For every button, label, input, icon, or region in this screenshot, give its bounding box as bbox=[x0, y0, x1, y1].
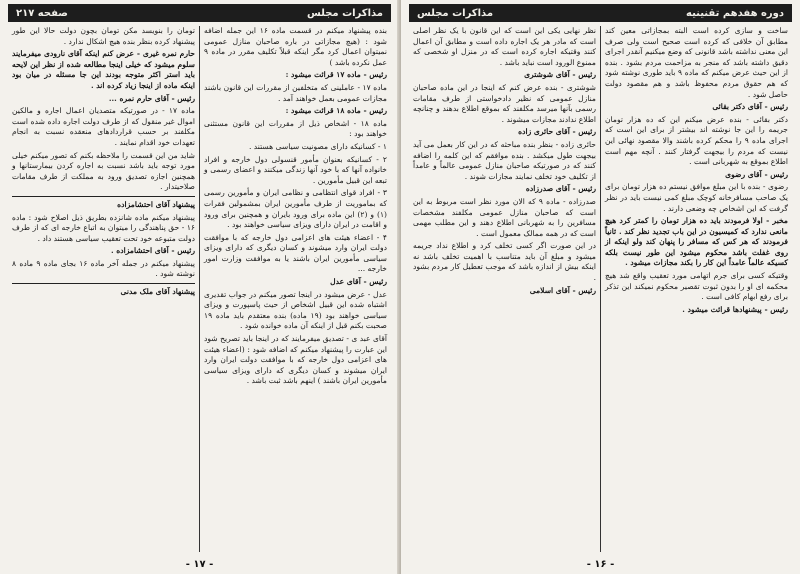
paragraph: پیشنهاد آقای احتشامزاده bbox=[117, 199, 195, 209]
paragraph: شوشتری - بنده عرض کنم که اینجا در این ماده صاحبان منازل عمومی که نظیر دادخواستی از طرف مقامات رسمی بآنها میرسد مکلفند که بموقع اطلاع بدهند و چنانچه اطلاع ندادند مجازات میشوند . bbox=[413, 82, 596, 124]
paragraph: حارم نمره غیری - عرض کنم اینکه آقای نارودی میفرمایند سلوم میشود که خیلی اینجا مطالعه شده از نظر این لایحه باید استر اکثر متوجه بودند این جا مسئله در میان بود اینکه ماده از اینجا زیاد کرده اند . bbox=[12, 49, 195, 90]
right-page-left-column bbox=[409, 26, 600, 552]
paragraph: ۱ - کسانیکه دارای مصونیت سیاسی هستند . bbox=[248, 141, 387, 151]
paragraph: رئیس - آقای عدل bbox=[330, 277, 387, 287]
left-page-left-column bbox=[8, 26, 199, 552]
paragraph: رئیس - آقای صدرزاده bbox=[525, 184, 596, 194]
paragraph: وقتیکه کسی برای جرم اتهامی مورد تعقیب واقع شد هیچ محکمه ای او را بدون ثبوت تقصیر محکوم نمیکند این تذکر برای رفع ابهام کافی است . bbox=[605, 271, 788, 302]
paragraph: رئیس - آقای اسلامی bbox=[529, 285, 596, 295]
left-page-columns bbox=[8, 26, 391, 552]
right-header-section: مذاکرات مجلس bbox=[417, 7, 494, 19]
paragraph: شاید من این قسمت را ملاحظه بکنم که تصور میکنم خیلی مورد توجه باید باشد نسبت به اجاره کردن بیمارستانها و همچنین اجازه تصدیق ورود به مملکت از طرف مقامات صلاحیتدار . bbox=[12, 150, 195, 192]
paragraph: رئیس - پیشنهادها قرائت میشود . bbox=[682, 304, 788, 314]
paragraph: ماده ۱۸ - اشخاص ذیل از مقررات این قانون مستثنی خواهند بود : bbox=[204, 118, 387, 139]
paragraph: رئیس - ماده ۱۸ قرائت میشود : bbox=[285, 106, 387, 116]
paragraph: رضوی - بنده با این مبلغ موافق نیستم ده هزار تومان برای یک صاحب مسافرخانه کوچک مبلغ کمی نیست باید در نظر گرفت که این اشخاص چه وضعی دارند . bbox=[605, 182, 788, 213]
paragraph: دکتر بقائی - بنده عرض میکنم این که ده هزار تومان جریمه را این جا نوشته اند بیشتر از برای این است که اجرای ماده ۹ را محکم کرده باشند والا مقصود نهائی این نیست که مردم را بیجهت گرفتار کنند . آنچه مهم است اطلاع بموقع به شهربانی است . bbox=[605, 114, 788, 167]
paragraph: بنده پیشنهاد میکنم در قسمت ماده ۱۶ این جمله اضافه شود : (هیچ مجازاتی در باره صاحبان منازل عمومی نمیتوان اعمال کرد مگر اینکه قبلاً تکلیف مقرر در ماده ۹ عمل نکرده باشد ) bbox=[204, 26, 387, 67]
right-page bbox=[401, 0, 800, 574]
right-page-columns bbox=[409, 26, 792, 552]
paragraph: پیشنهاد میکنم در جمله آخر ماده ۱۶ بجای ماده ۹ ماده ۸ نوشته شود . bbox=[12, 258, 195, 279]
paragraph: پیشنهاد آقای ملک مدنی bbox=[120, 287, 195, 297]
right-header-title: دوره هفدهم تقنینیه bbox=[686, 7, 784, 19]
paragraph: صدرزاده - ماده ۹ که الان مورد نظر است مربوط به این است که صاحبان منازل عمومی مکلفند مشخصات مسافرین را به شهربانی اطلاع دهند و این مطلب مهمی است که در همه ممالک معمول است . bbox=[413, 196, 596, 238]
paragraph: عدل - عرض میشود در اینجا تصور میکنم در جواب تقدیری اشتباه شده این قبیل اشخاص از حیث پاسپورت و ویزای سیاسی خواهند بود (۱۹ ماده) بنده معتقدم باید ماده ۱۹ صحبت بکنم قبل از اینکه آن ماده خوانده شود . bbox=[204, 289, 387, 331]
paragraph: رئیس - ماده ۱۷ قرائت میشود : bbox=[285, 70, 387, 80]
left-page bbox=[0, 0, 399, 574]
right-page-right-column bbox=[600, 26, 792, 552]
paragraph: ساخت و سازی کرده است البته بمجازاتی معین کند مطابق آن خلافی که کرده است صحیح است ولی صرف این معنی نداشته باشد قانونی که وضع میکنیم آنقدر اجرای دقیق داشته باشد که منجر به مزاحمت مردم بشود . بنده از این حیث عرض میکنم که ماده ۹ باید طوری نوشته شود که هم حقوق مردم محفوظ باشد و هم مقصود دولت حاصل شود . bbox=[605, 26, 788, 99]
left-page-number: - ۱۷ - bbox=[185, 559, 214, 570]
paragraph: پیشنهاد میکنم ماده شانزده بطریق ذیل اصلاح شود : ماده ۱۶ - حق پناهندگی را میتوان به اتباع خارجه ای که از طرف دولت متبوعه خود تحت تعقیب سیاسی هستند داد . bbox=[12, 212, 195, 243]
paragraph: رئیس - آقای حائری زاده bbox=[518, 127, 596, 137]
paragraph: رئیس - آقای حارم نمره ... bbox=[108, 93, 195, 103]
left-header-page-label: صفحه ۲۱۷ bbox=[16, 7, 68, 19]
right-page-header bbox=[409, 4, 792, 22]
paragraph: نظر نهایی یکی این است که این قانون با یک نظر اصلی است که مادر هر یک اجاره داده است و مطابق آن اعمال کنند وقتیکه اجاره کرده است که در منزل او شخصی که ممنوع الورود است نباید باشد . bbox=[413, 26, 596, 67]
paragraph: در این صورت اگر کسی تخلف کرد و اطلاع نداد جریمه میشود و مبلغ آن باید متناسب با اهمیت تخلف باشد نه اینکه بیش از اندازه باشد که موجب تعطیل کار مردم بشود . bbox=[413, 241, 596, 283]
paragraph: ماده ۱۷ - در صورتیکه متصدیان اعمال اجاره و مالکین اموال غیر منقول که از طرف دولت اجاره داده شده است مکلفند بر حسب قراردادهای منعقده نسبت به انجام تعهدات خود اقدام نمایند . bbox=[12, 106, 195, 147]
paragraph: حائری زاده - بنظر بنده مباحثه که در این کار بعمل می آید بیجهت طول میکشد . بنده موافقم که این کلمه را اضافه کنند که در صورتیکه صاحبان منازل عمومی عالماً و عامداً از تکلیف خود تخلف نمایند مجازات شوند . bbox=[413, 139, 596, 181]
paragraph: ۲ - کسانیکه بعنوان مأمور قنسولی دول خارجه و افراد خانواده آنها که با خود آنها زندگی میکنند و اعضای رسمی و تبعه این قبیل مأمورین . bbox=[204, 154, 387, 185]
divider bbox=[12, 196, 195, 197]
paragraph: رئیس - آقای دکتر بقائی bbox=[712, 102, 788, 112]
paragraph: رئیس - آقای شوشتری bbox=[524, 70, 596, 80]
right-page-number: - ۱۶ - bbox=[586, 559, 615, 570]
paragraph: ۳ - افراد قوای انتظامی و نظامی ایران و مأمورین رسمی که بماموریت از طرف مأمورین ایران بمشمولین فقرات (۱) و (۲) این ماده برای ورود بایران و همچنین برای ورود و اقامت در ایران دارای ویزای سیاسی خواهند بود . bbox=[204, 188, 387, 230]
left-header-title: مذاکرات مجلس bbox=[306, 7, 383, 19]
paragraph: ماده ۱۷ - عاملینی که متخلفین از مقررات این قانون باشند مجازات عمومی بعمل خواهند آمد . bbox=[204, 82, 387, 103]
left-page-right-column bbox=[199, 26, 391, 552]
paragraph: رئیس - آقای رضوی bbox=[725, 169, 788, 179]
divider bbox=[12, 283, 195, 284]
paragraph: آقای عبد ی - تصدیق میفرمایند که در اینجا باید تصریح شود این عبارت را پیشنهاد میکنم که اضافه شود : (اعضاء هیئت های اعزامی دول خارجه که با موافقت دولت ایران وارد ایران میشوند و کسان دیگری که دارای ویزای سیاسی مأمورین ایران باشند ) اینهم باشد ثبت باشد . bbox=[204, 334, 387, 386]
paragraph: مخبر - اولا فرمودند باید ده هزار تومان را کمتر کرد هیچ مانعی ندارد که کمیسیون در این باب تجدید نظر کند . ثانیاً فرمودند که هر کس که مسافر را پنهان کند ولو اینکه از روی غفلت باشد محکوم میشود این طور نیست بلکه کسیکه عالماً عامداً این کار را بکند مجازات میشود . bbox=[605, 216, 788, 268]
left-page-header bbox=[8, 4, 391, 22]
paragraph: تومان را بنویسد مکن تومان بچون دولت حالا این طور پیشنهاد کرده بنظر بنده هیچ اشکال ندارد . bbox=[12, 26, 195, 46]
paragraph: رئیس - آقای احتشامزاده . bbox=[110, 246, 195, 256]
paragraph: ۴ - اعضاء هیئت های اعزامی دول خارجه که با موافقت دولت ایران وارد میشوند و کسان دیگری که دارای ویزای سیاسی مأمورین ایران باشند یا به موافقت وزارت امور خارجه ... bbox=[204, 232, 387, 274]
